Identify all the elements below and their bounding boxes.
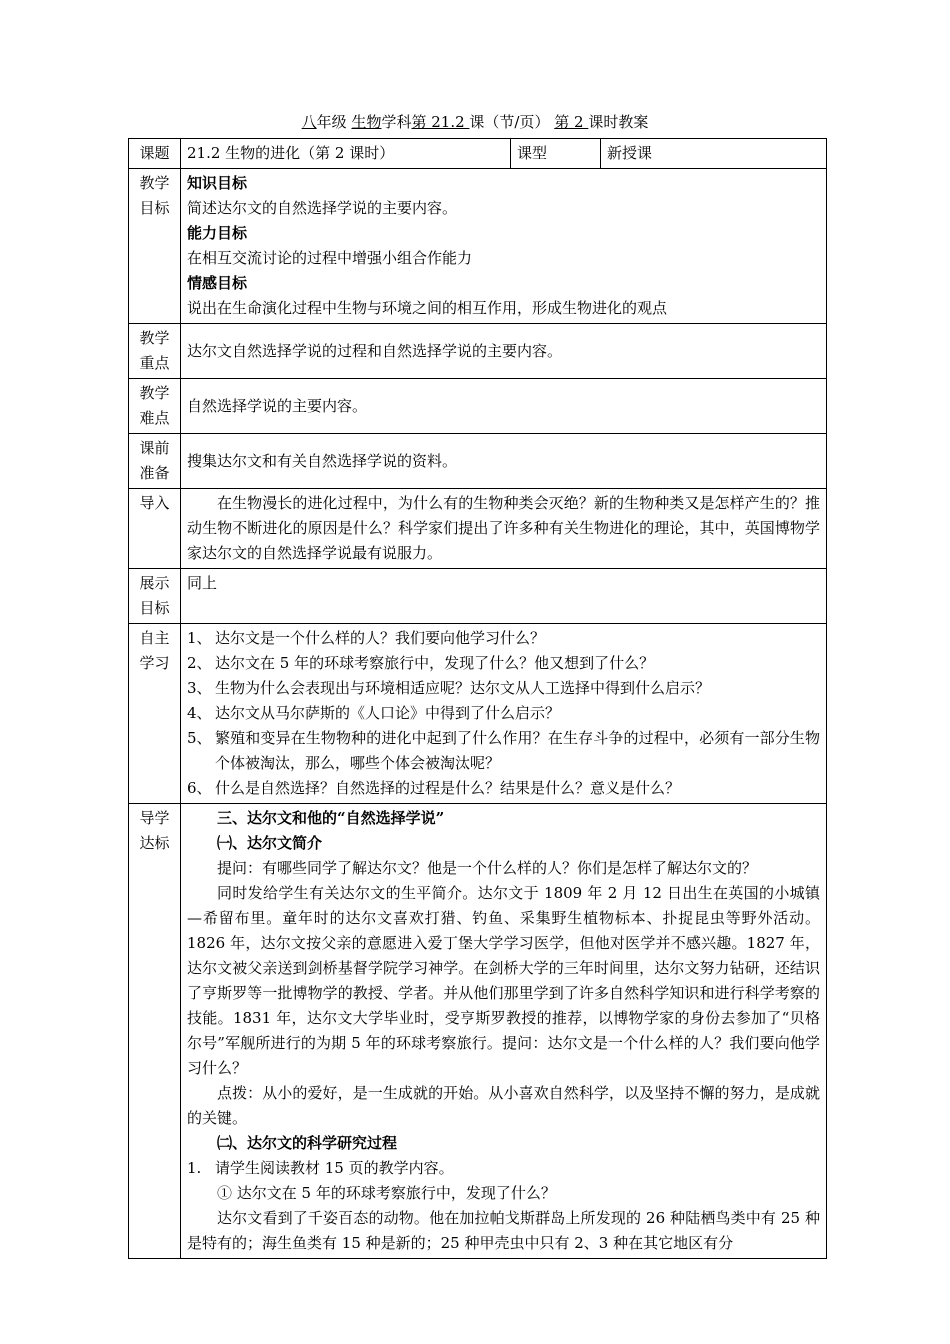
show-text: 同上 [181,569,827,624]
row-show [129,569,827,624]
section-heading: 三、达尔文和他的“自然选择学说” [217,809,445,827]
item-number: 6、 [187,779,212,797]
item-text: 什么是自然选择？自然选择的过程是什么？结果是什么？意义是什么？ [215,779,681,797]
row-guide [129,804,827,1259]
subject-suffix: 学科 [381,113,412,131]
difficulty-label: 教学难点 [129,379,181,434]
row-self-study [129,624,827,804]
list-item [187,676,820,701]
lesson-plan-table [128,138,827,1259]
period-suffix: 课时教案 [588,113,649,131]
item-number: 2、 [187,654,212,672]
step-1 [187,1156,820,1181]
show-label: 展示目标 [129,569,181,624]
intro-label: 导入 [129,489,181,569]
row-prep [129,434,827,489]
knowledge-text: 简述达尔文的自然选择学说的主要内容。 [187,199,458,217]
question-1: 提问：有哪些同学了解达尔文？他是一个什么样的人？你们是怎样了解达尔文的？ [217,859,758,877]
item-text: 生物为什么会表现出与环境相适应呢？达尔文从人工选择中得到什么启示？ [215,679,711,697]
item-number: 3、 [187,679,212,697]
lesson-suffix: 课（节/页） [469,113,550,131]
prep-label: 课前准备 [129,434,181,489]
list-item [187,776,820,801]
grade-suffix: 年级 [316,113,347,131]
step-number: 1. [187,1159,202,1177]
knowledge-title: 知识目标 [187,174,248,192]
row-topic [129,139,827,169]
self-study-label: 自主学习 [129,624,181,804]
row-difficulty [129,379,827,434]
focus-label: 教学重点 [129,324,181,379]
emotion-title: 情感目标 [187,274,248,292]
goals-content [181,169,827,324]
circled-question-1: ① 达尔文在 5 年的环球考察旅行中，发现了什么？ [217,1184,556,1202]
difficulty-text: 自然选择学说的主要内容。 [181,379,827,434]
period-number: 第 2 [554,113,589,131]
item-text: 繁殖和变异在生物物种的进化中起到了什么作用？在生存斗争的过程中，必须有一部分生物个体被淘汰，那么，哪些个体会被淘汰呢？ [215,729,820,772]
topic-label: 课题 [129,139,181,169]
findings-paragraph: 达尔文看到了千姿百态的动物。他在加拉帕戈斯群岛上所发现的 26 种陆栖鸟类中有 25 种是特有的；海生鱼类有 15 种是新的；25 种甲壳虫中只有 2、3 种在其它地区有分 [187,1209,820,1252]
lesson-number: 第 21.2 [411,113,470,131]
guide-content [181,804,827,1259]
goals-label: 教学目标 [129,169,181,324]
prep-text: 搜集达尔文和有关自然选择学说的资料。 [181,434,827,489]
list-item [187,651,820,676]
ability-text: 在相互交流讨论的过程中增强小组合作能力 [187,249,473,267]
item-number: 1、 [187,629,212,647]
emotion-text: 说出在生命演化过程中生物与环境之间的相互作用，形成生物进化的观点 [187,299,668,317]
ability-title: 能力目标 [187,224,248,242]
grade: 八 [301,113,317,131]
focus-text: 达尔文自然选择学说的过程和自然选择学说的主要内容。 [181,324,827,379]
row-goals [129,169,827,324]
list-item [187,726,820,776]
row-intro [129,489,827,569]
page-title [0,112,950,132]
list-item [187,626,820,651]
row-focus [129,324,827,379]
item-text: 达尔文从马尔萨斯的《人口论》中得到了什么启示？ [215,704,561,722]
type-value: 新授课 [601,139,827,169]
step-text: 请学生阅读教材 15 页的教学内容。 [215,1159,454,1177]
item-number: 4、 [187,704,212,722]
biography-paragraph: 同时发给学生有关达尔文的生平简介。达尔文于 1809 年 2 月 12 日出生在英国的小城镇—希留布里。童年时的达尔文喜欢打猎、钓鱼、采集野生植物标本、扑捉昆虫等野外活动。1826 年，达尔文按父亲的意愿进入爱丁堡大学学习医学，但他对医学并不感兴趣。1827 年，达尔文被父亲送到剑桥基督学院学习神学。在剑桥大学的三年时间里，达尔文努力钻研，还结识了亨斯罗等一批博物学的教授、学者。并从他们那里学到了许多自然科学知识和进行科学考察的技能。1831 年，达尔文大学毕业时，受亨斯罗教授的推荐，以博物学家的身份去参加了“贝格尔号”军舰所进行的为期 5 年的环球考察旅行。提问：达尔文是一个什么样的人？我们要向他学习什么？ [187,884,820,1077]
item-text: 达尔文在 5 年的环球考察旅行中，发现了什么？他又想到了什么？ [215,654,655,672]
subject: 生物 [351,113,382,131]
list-item [187,701,820,726]
subsection-2-heading: ㈡、达尔文的科学研究过程 [217,1134,398,1152]
topic-value: 21.2 生物的进化（第 2 课时） [181,139,511,169]
item-number: 5、 [187,729,212,747]
hint-paragraph: 点拨：从小的爱好，是一生成就的开始。从小喜欢自然科学，以及坚持不懈的努力，是成就的关键。 [187,1084,820,1127]
intro-text: 在生物漫长的进化过程中，为什么有的生物种类会灭绝？新的生物种类又是怎样产生的？推动生物不断进化的原因是什么？科学家们提出了许多种有关生物进化的理论，其中，英国博物学家达尔文的自然选择学说最有说服力。 [181,489,827,569]
subsection-1-heading: ㈠、达尔文简介 [217,834,323,852]
self-study-list [181,624,827,804]
type-label: 课型 [511,139,601,169]
guide-label: 导学达标 [129,804,181,1259]
item-text: 达尔文是一个什么样的人？我们要向他学习什么？ [215,629,546,647]
